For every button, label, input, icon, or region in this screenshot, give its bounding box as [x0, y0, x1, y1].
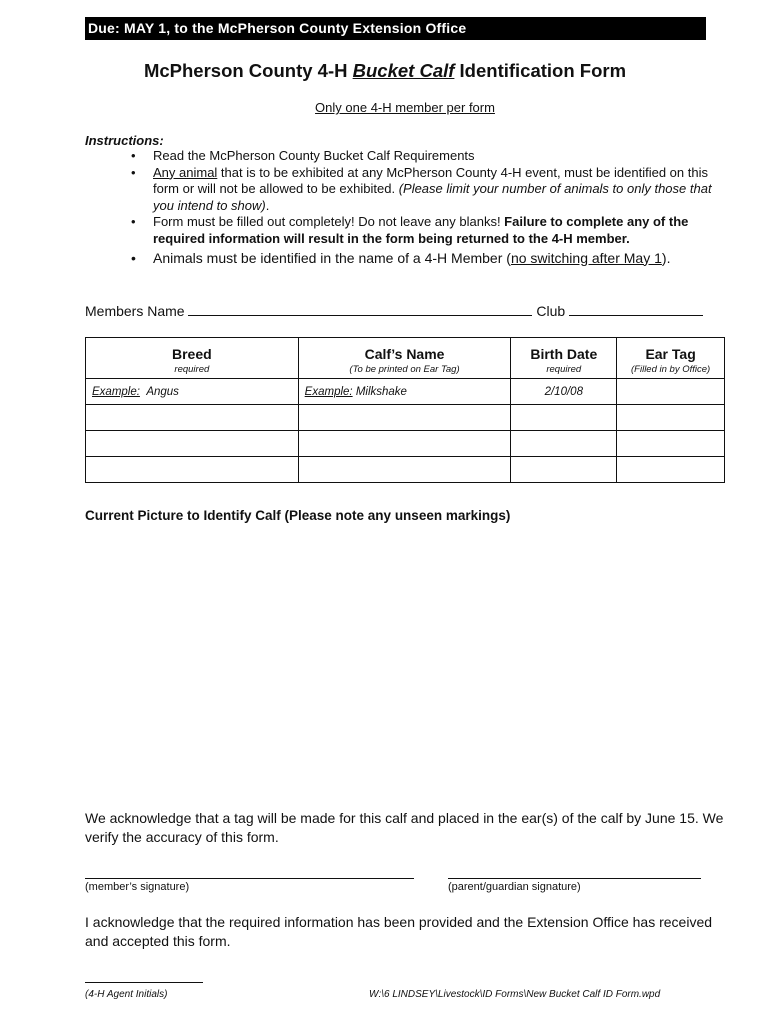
ear-tag-cell[interactable] [617, 431, 725, 457]
example-birth-date-cell: 2/10/08 [511, 379, 617, 405]
example-calf-name-cell: Example: Milkshake [298, 379, 511, 405]
due-date-text: Due: MAY 1, to the McPherson County Extension Office [88, 20, 467, 36]
office-acknowledgement: I acknowledge that the required information has been provided and the Extension Office has received and accepted this form. [85, 914, 713, 949]
title-part2: Identification Form [454, 60, 627, 81]
breed-cell[interactable] [86, 405, 299, 431]
file-path-footer: W:\6 LINDSEY\Livestock\ID Forms\New Bucket Calf ID Form.wpd [369, 989, 661, 1000]
calf-name-cell[interactable] [298, 457, 511, 483]
member-signature-line[interactable] [85, 878, 414, 879]
title-emphasis: Bucket Calf [352, 60, 455, 81]
header-birth-date: Birth Date required [511, 338, 617, 379]
header-calf-name: Calf’s Name (To be printed on Ear Tag) [298, 338, 511, 379]
instruction-item: • Any animal that is to be exhibited at any McPherson County 4-H event, must be identified on this form or will not be allowed to be exhibited. (Please limit your number of animals to only those that you intend to show). [131, 165, 731, 215]
ear-tag-cell[interactable] [617, 405, 725, 431]
header-ear-tag: Ear Tag (Filled in by Office) [617, 338, 725, 379]
breed-cell[interactable] [86, 457, 299, 483]
form-title [85, 60, 685, 82]
header-breed: Breed required [86, 338, 299, 379]
ear-tag-cell[interactable] [617, 457, 725, 483]
parent-signature-line[interactable] [448, 878, 701, 879]
member-info-row [85, 301, 725, 319]
example-row [86, 379, 725, 405]
instructions-heading: Instructions: [85, 133, 164, 148]
form-subtitle: Only one 4-H member per form [315, 100, 495, 115]
due-date-banner [85, 17, 706, 40]
title-part1: McPherson County 4-H [143, 60, 353, 81]
calf-name-cell[interactable] [298, 405, 511, 431]
calf-photo-area[interactable] [85, 530, 725, 800]
instruction-item: • Form must be filled out completely! Do not leave any blanks! Failure to complete any of the required information will result in the form being returned to the 4-H member. [131, 214, 731, 247]
members-name-field[interactable] [188, 301, 532, 316]
club-field[interactable] [569, 301, 703, 316]
club-label: Club [536, 303, 566, 319]
picture-label: Current Picture to Identify Calf (Please note any unseen markings) [85, 508, 511, 523]
member-signature-label: (member’s signature) [85, 881, 190, 893]
breed-cell[interactable] [86, 431, 299, 457]
table-row [86, 405, 725, 431]
calf-name-cell[interactable] [298, 431, 511, 457]
table-row [86, 431, 725, 457]
birth-date-cell[interactable] [511, 457, 617, 483]
example-breed-cell: Example: Angus [86, 379, 299, 405]
instruction-item: • Animals must be identified in the name of a 4-H Member (no switching after May 1). [131, 250, 731, 267]
table-header-row [86, 338, 725, 379]
birth-date-cell[interactable] [511, 431, 617, 457]
calf-table [85, 337, 725, 483]
birth-date-cell[interactable] [511, 405, 617, 431]
members-name-label: Members Name [85, 303, 185, 319]
agent-initials-label: (4-H Agent Initials) [85, 989, 168, 1000]
agent-initials-line[interactable] [85, 982, 203, 983]
example-ear-tag-cell [617, 379, 725, 405]
member-acknowledgement: We acknowledge that a tag will be made for this calf and placed in the ear(s) of the calf by June 15. We verify the accuracy of this form. [85, 810, 724, 845]
instructions-list [131, 148, 731, 267]
parent-signature-label: (parent/guardian signature) [448, 881, 581, 893]
table-row [86, 457, 725, 483]
instruction-item: • Read the McPherson County Bucket Calf Requirements [131, 148, 731, 165]
